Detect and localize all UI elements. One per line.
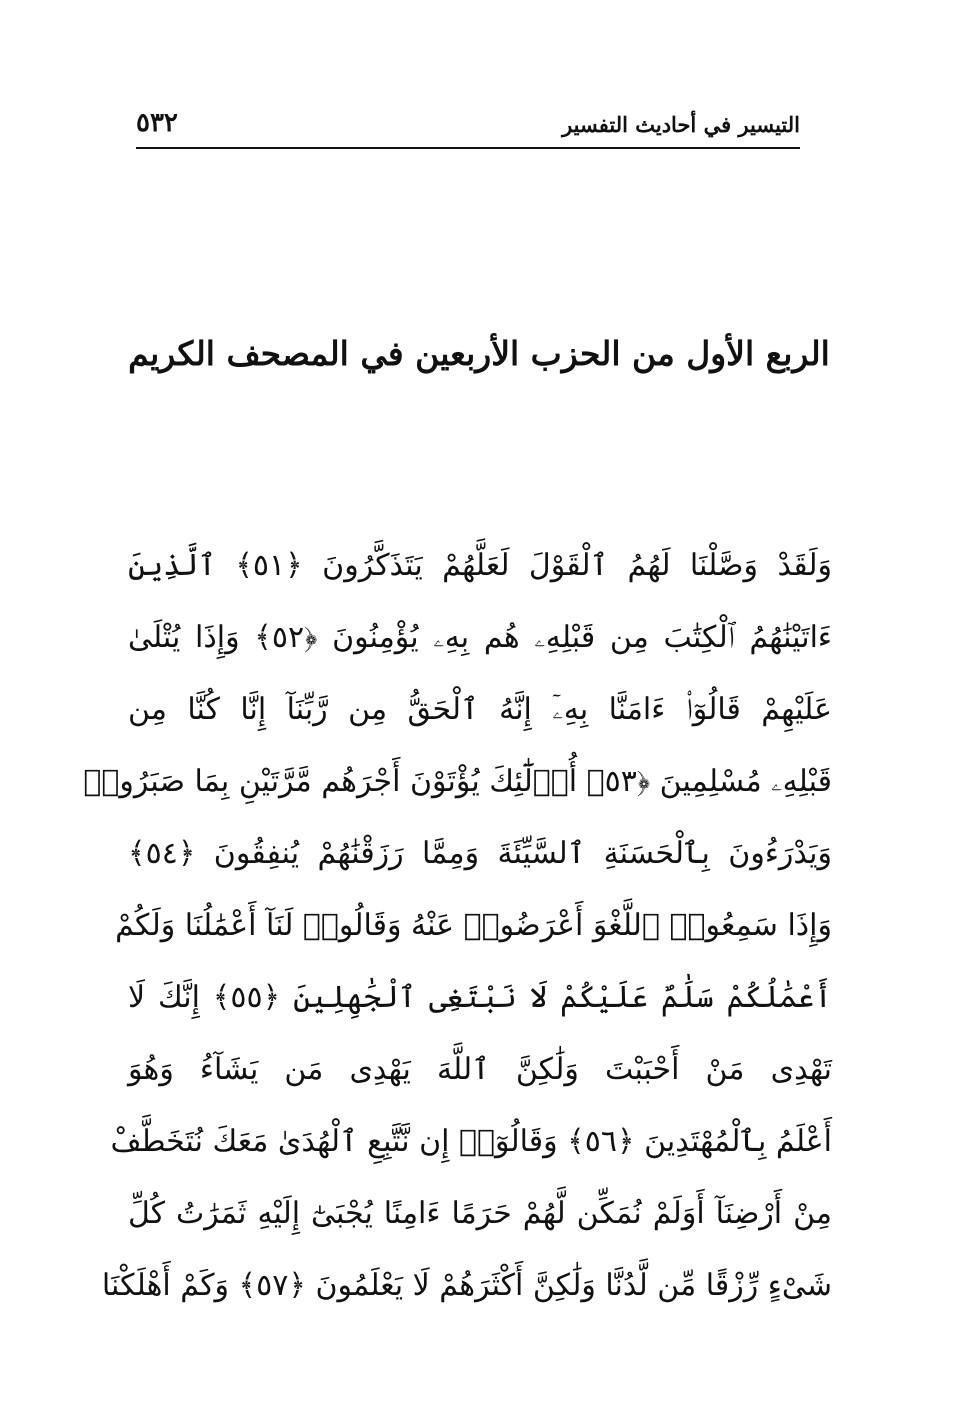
verse-line: وَإِذَا سَمِعُوا۟ ٱللَّغْوَ أَعْرَضُوا۟ عَنْهُ وَقَالُوا۟ لَنَآ أَعْمَٰلُنَا وَلَكُمْ — [115, 908, 832, 943]
verse-line: وَلَقَدْ وَصَّلْنَا لَهُمُ ٱلْقَوْلَ لَعَلَّهُمْ يَتَذَكَّرُونَ ﴿٥١﴾ ٱلَّذِينَ — [128, 548, 832, 583]
page-number: ٥٣٢ — [136, 108, 178, 138]
verse-line: وَيَدْرَءُونَ بِٱلْحَسَنَةِ ٱلسَّيِّئَةَ وَمِمَّا رَزَقْنَٰهُمْ يُنفِقُونَ ﴿٥٤﴾ — [128, 836, 832, 871]
running-header — [136, 108, 800, 148]
verse-line: أَعْلَمُ بِٱلْمُهْتَدِينَ ﴿٥٦﴾ وَقَالُوٓا۟ إِن نَّتَّبِعِ ٱلْهُدَىٰ مَعَكَ نُتَخَطَّفْ — [110, 1124, 832, 1159]
verse-line: مِنْ أَرْضِنَآ أَوَلَمْ نُمَكِّن لَّهُمْ حَرَمًا ءَامِنًا يُجْبَىٰٓ إِلَيْهِ ثَمَرَٰتُ كُلِّ — [128, 1196, 832, 1231]
verse-line: أَعْمَٰلُكُمْ سَلَٰمٌ عَلَيْكُمْ لَا نَبْتَغِى ٱلْجَٰهِلِينَ ﴿٥٥﴾ إِنَّكَ لَا — [128, 980, 832, 1015]
verse-block — [83, 530, 833, 1322]
verse-line: قَبْلِهِۦ مُسْلِمِينَ ﴿٥٣﴾ أُو۟لَٰٓئِكَ يُؤْتَوْنَ أَجْرَهُم مَّرَّتَيْنِ بِمَا صَبَرُوا۟ — [83, 764, 832, 799]
verse-line: تَهْدِى مَنْ أَحْبَبْتَ وَلَٰكِنَّ ٱللَّهَ يَهْدِى مَن يَشَآءُ وَهُوَ — [128, 1052, 832, 1087]
verse-line: عَلَيْهِمْ قَالُوٓا۟ ءَامَنَّا بِهِۦٓ إِنَّهُ ٱلْحَقُّ مِن رَّبِّنَآ إِنَّا كُنَّا مِن — [128, 692, 832, 727]
verse-line: شَىْءٍ رِّزْقًا مِّن لَّدُنَّا وَلَٰكِنَّ أَكْثَرَهُمْ لَا يَعْلَمُونَ ﴿٥٧﴾ وَكَمْ أَهْلَكْنَا — [101, 1268, 832, 1303]
header-rule — [136, 147, 800, 149]
verse-line: ءَاتَيْنَٰهُمُ ٱلْكِتَٰبَ مِن قَبْلِهِۦ هُم بِهِۦ يُؤْمِنُونَ ﴿٥٢﴾ وَإِذَا يُتْلَىٰ — [128, 620, 833, 655]
running-title: التيسير في أحاديث التفسير — [562, 112, 800, 137]
section-heading: الربع الأول من الحزب الأربعين في المصحف الكريم — [128, 334, 830, 373]
